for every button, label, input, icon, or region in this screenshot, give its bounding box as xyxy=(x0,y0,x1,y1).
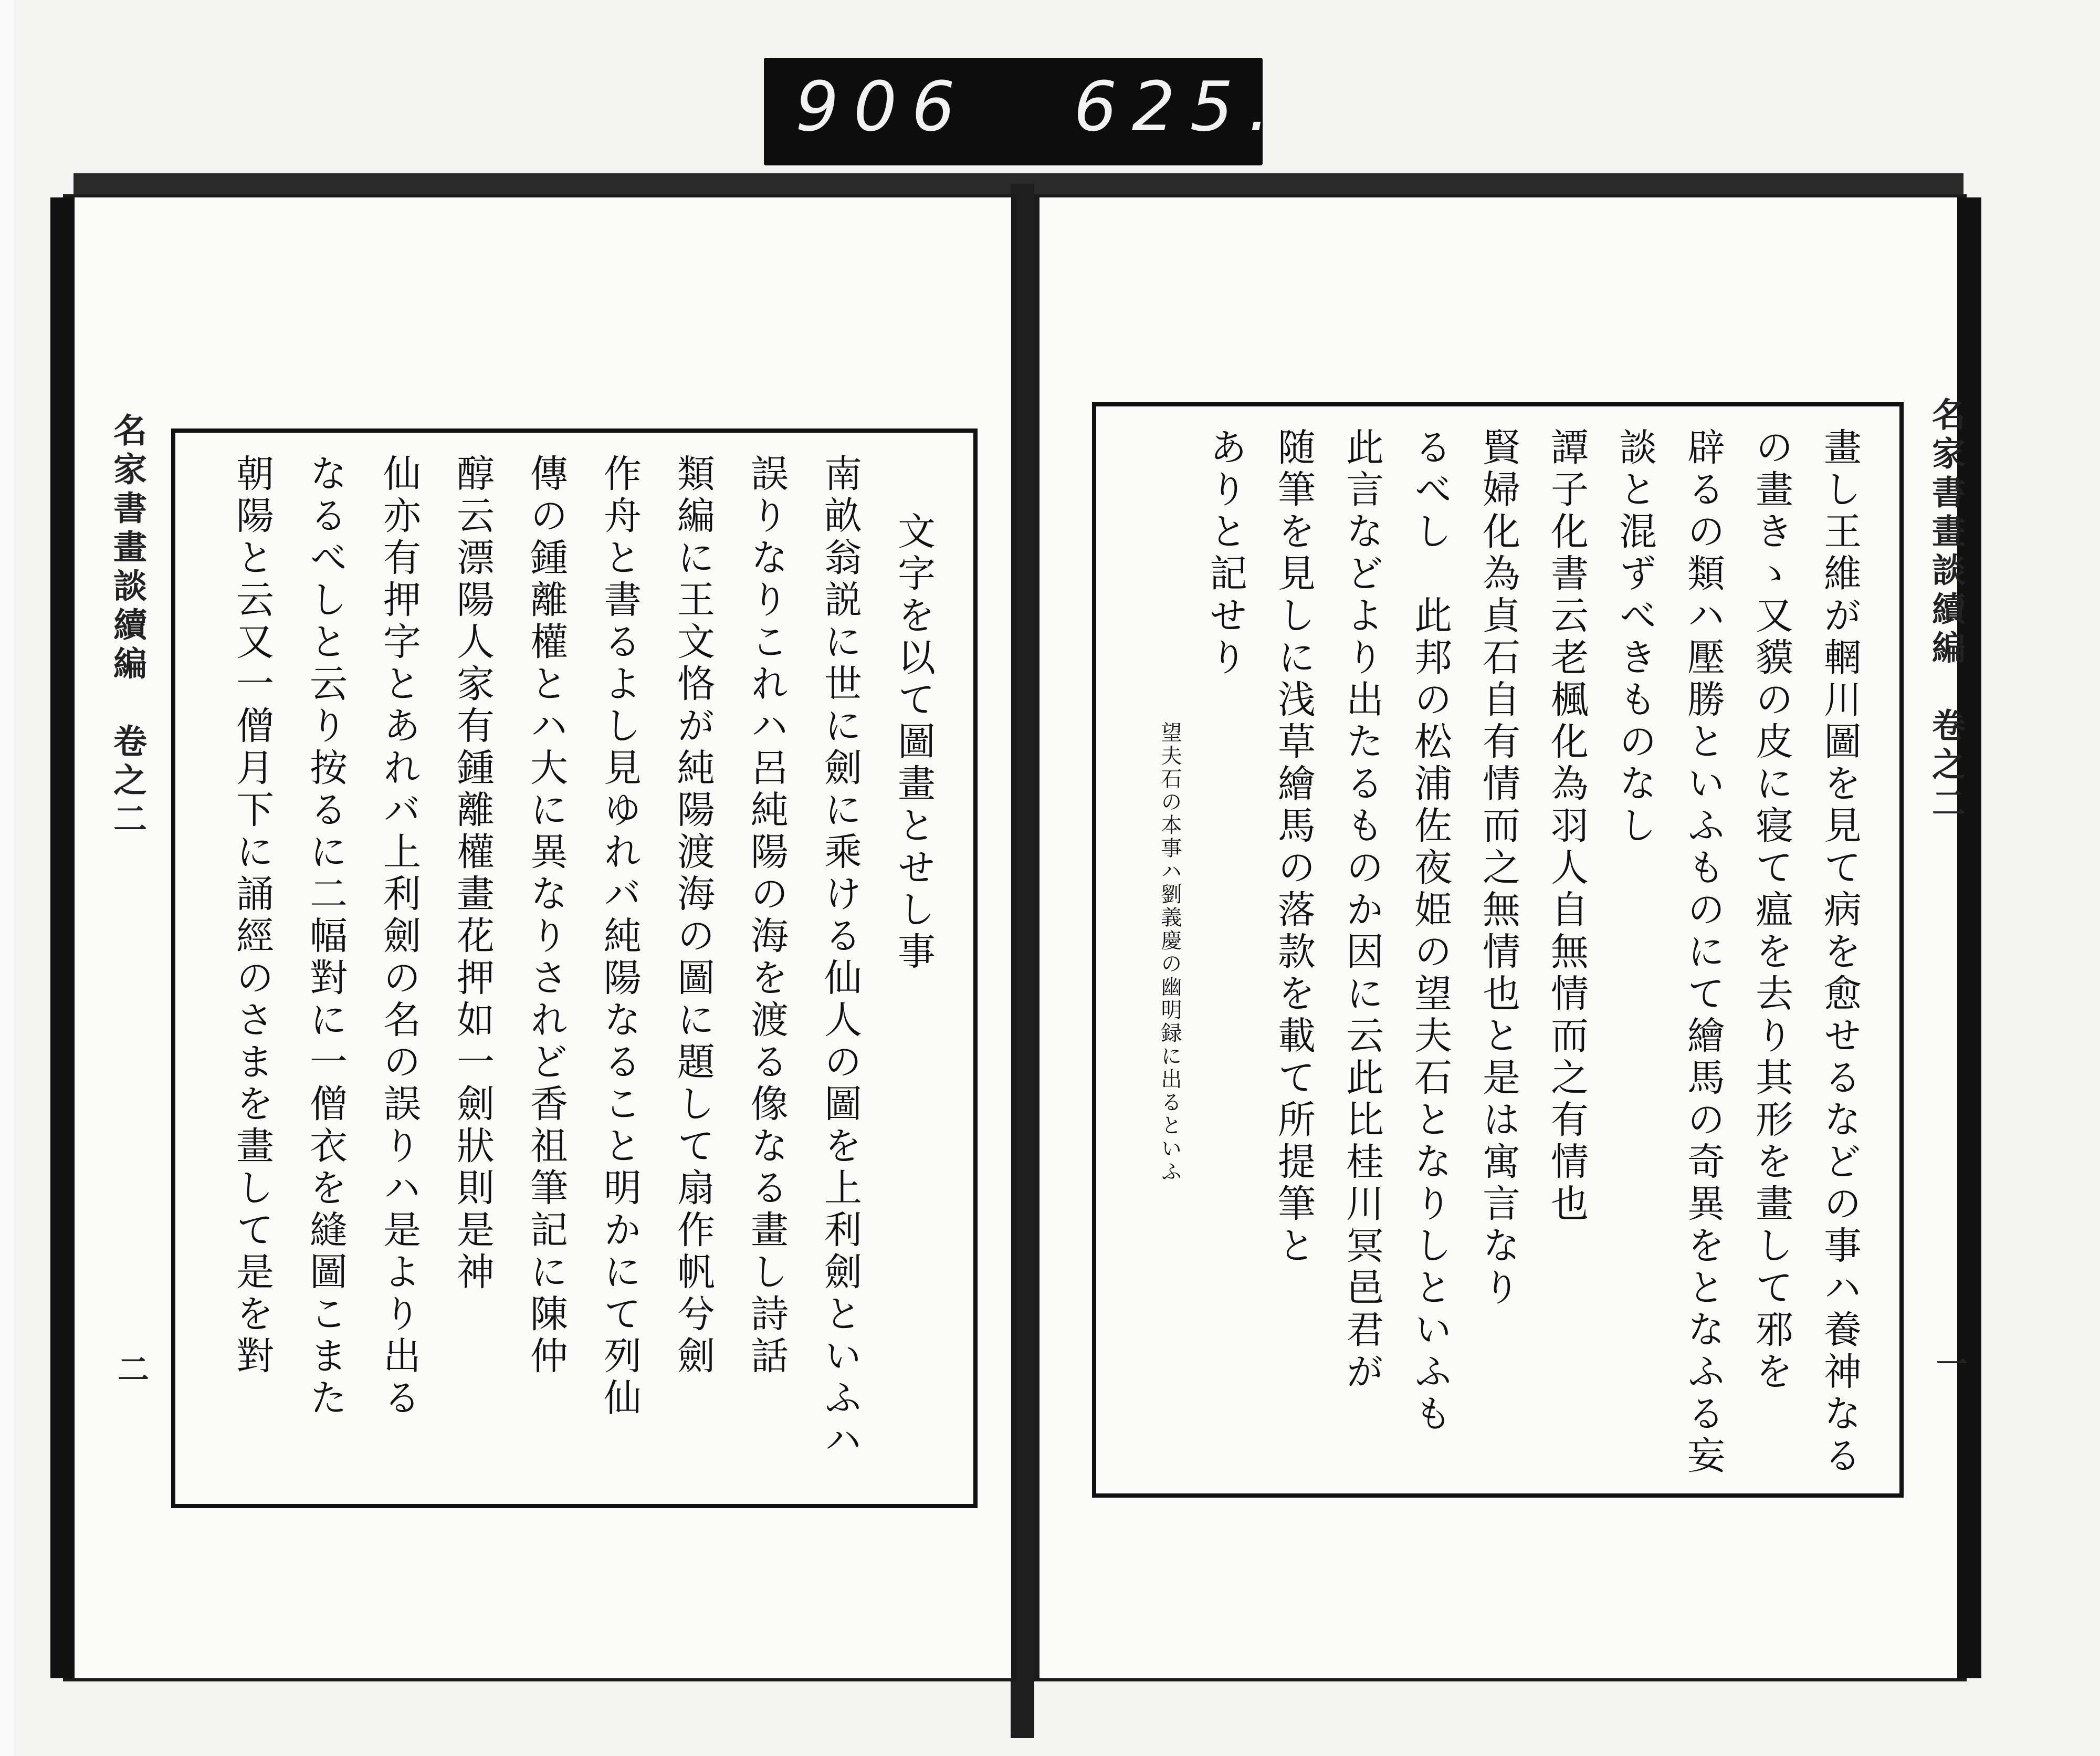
right-page-margin-title: 名家書畫談續編 卷之二 xyxy=(1926,397,1966,824)
text-column: 作舟と書るよし見ゆれバ純陽なること明かにて列仙 xyxy=(597,454,642,1420)
text-column: の畫きゝ又貘の皮に寝て瘟を去り其形を畫して邪を xyxy=(1749,427,1793,1394)
right-page-folio: 一 xyxy=(1931,1347,1968,1379)
text-column: 仙亦有押字とあれバ上利劍の名の誤りハ是より出る xyxy=(377,454,421,1420)
right-text-frame xyxy=(1092,402,1904,1498)
text-column: 賢婦化為貞石自有情而之無情也と是は寓言なり xyxy=(1476,427,1520,1310)
open-book-spread xyxy=(47,184,1984,1738)
annotation-note: 望夫石の本事ハ劉義慶の幽明録に出るといふ xyxy=(1158,722,1182,1184)
text-column: 傳の鍾離權とハ大に異なりされど香祖筆記に陳仲 xyxy=(524,454,568,1378)
text-column: ありと記せり xyxy=(1203,427,1247,680)
text-column: 誤りなりこれハ呂純陽の海を渡る像なる畫し詩話 xyxy=(744,454,789,1378)
text-column: 畫し王維が輞川圖を見て病を愈せるなどの事ハ養神なる xyxy=(1818,427,1862,1478)
left-page xyxy=(63,194,1016,1681)
text-column: 譚子化書云老楓化為羽人自無情而之有情也 xyxy=(1545,427,1589,1226)
left-text-frame xyxy=(171,428,978,1508)
catalog-number-right: 625. xyxy=(1074,67,1285,147)
text-column: なるべしと云り按るに二幅對に一僧衣を縫圖こまた xyxy=(303,454,348,1420)
text-column: 南畝翁説に世に劍に乘ける仙人の圖を上利劍といふハ xyxy=(818,454,862,1462)
text-column: 醇云漂陽人家有鍾離權畫花押如一劍狀則是神 xyxy=(450,454,495,1294)
catalog-number-left: 906 xyxy=(795,67,970,147)
text-column: 此言などより出たるものか因に云此比桂川冥邑君が xyxy=(1340,427,1384,1394)
left-page-folio: 二 xyxy=(112,1353,149,1384)
scan-margin xyxy=(0,0,14,1756)
text-column: るべし 此邦の松浦佐夜姫の望夫石となりしといふも xyxy=(1408,427,1452,1436)
left-page-edge xyxy=(50,197,75,1678)
text-column: 談と混ずべきものなし xyxy=(1613,427,1657,848)
right-page xyxy=(1034,194,1967,1681)
catalog-number-plate xyxy=(764,58,1285,165)
section-heading: 文字を以て圖畫とせし事 xyxy=(891,511,936,974)
left-page-margin-title: 名家書畫談續編 卷之二 xyxy=(108,413,147,840)
text-column: 朝陽と云又一僧月下に誦經のさまを畫して是を對 xyxy=(230,454,274,1378)
text-column: 辟るの類ハ壓勝といふものにて繪馬の奇異をとなふる妄 xyxy=(1681,427,1725,1478)
text-column: 随筆を見しに浅草繪馬の落款を載て所提筆と xyxy=(1272,427,1316,1268)
text-column: 類編に王文恪が純陽渡海の圖に題して扇作帆兮劍 xyxy=(671,454,715,1378)
